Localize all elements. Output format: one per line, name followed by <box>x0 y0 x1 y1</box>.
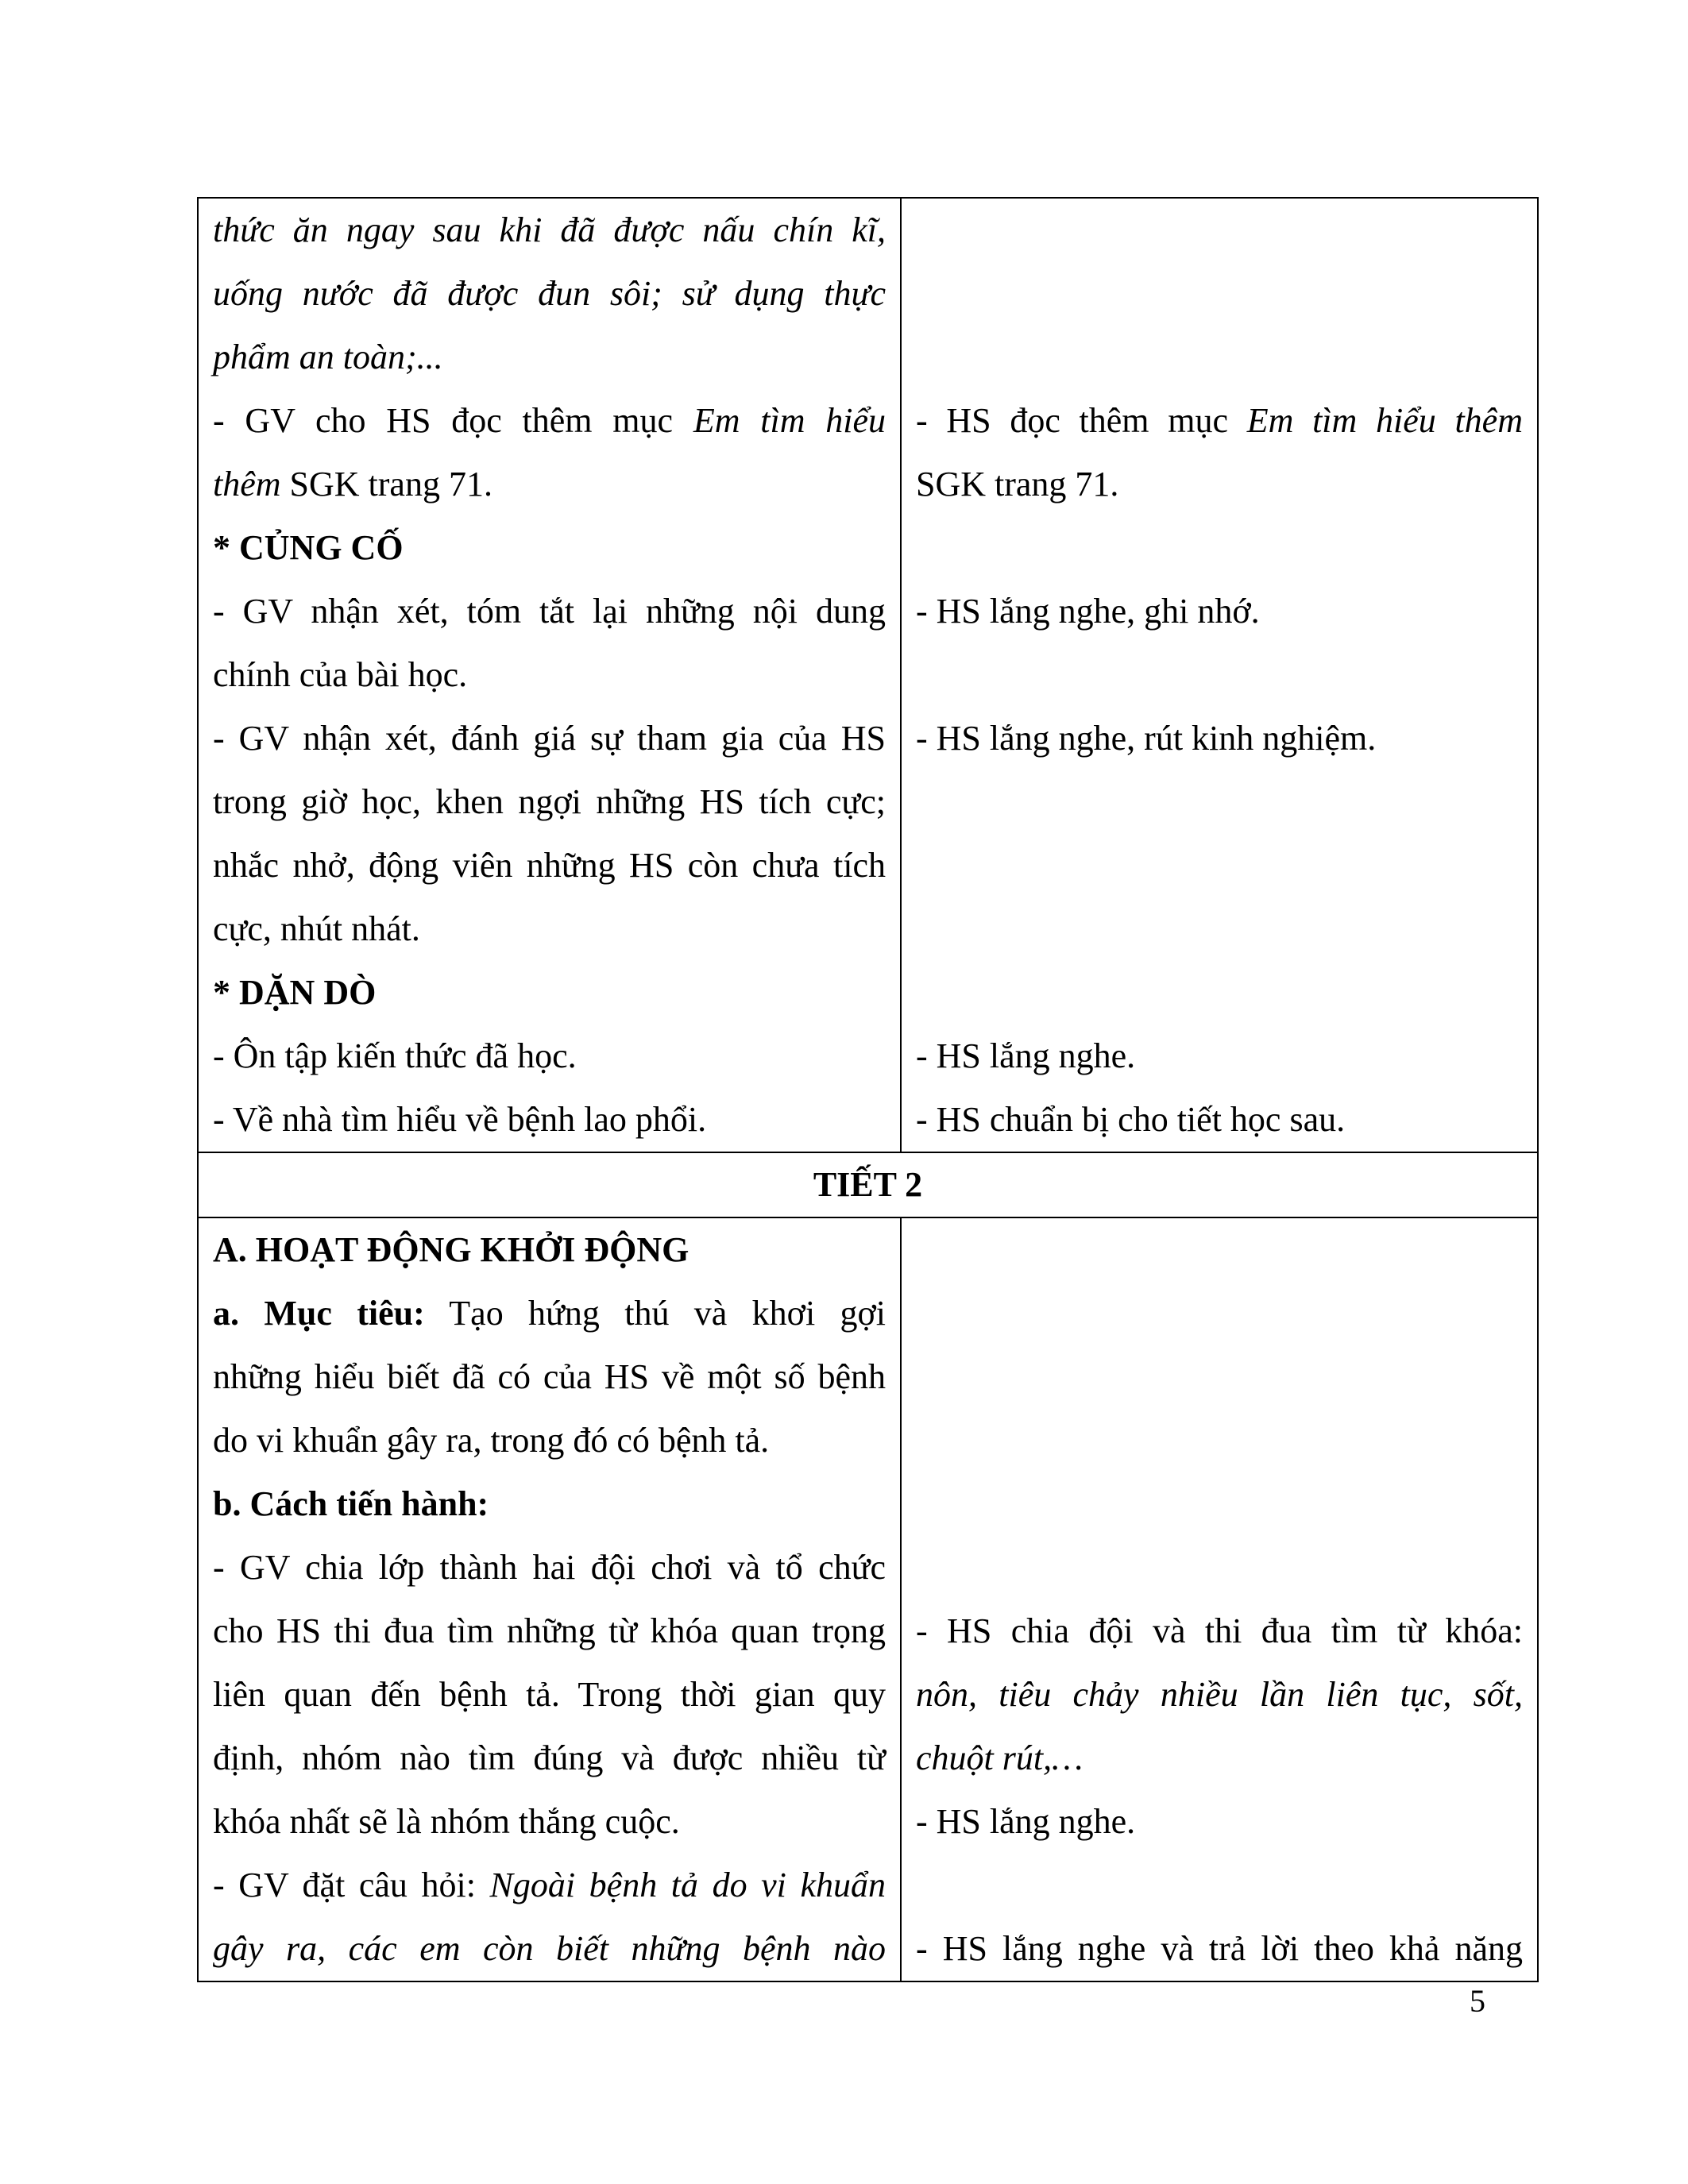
text-line: nhắc nhở, động viên những HS còn chưa tích <box>213 846 886 885</box>
text-line: - Ôn tập kiến thức đã học. <box>213 1036 577 1075</box>
text-line: thêm SGK trang 71. <box>213 465 492 504</box>
section-heading: * DẶN DÒ <box>213 973 377 1012</box>
text-line: thức ăn ngay sau khi đã được nấu chín kĩ, <box>213 210 886 249</box>
text-line: a. Mục tiêu: Tạo hứng thú và khơi gợi <box>213 1294 886 1333</box>
student-activity-cell <box>901 1217 1538 1981</box>
text-line: định, nhóm nào tìm đúng và được nhiều từ <box>213 1738 886 1777</box>
text-line: - Về nhà tìm hiểu về bệnh lao phổi. <box>213 1100 707 1139</box>
lesson-plan-table <box>197 197 1539 1982</box>
text-line: những hiểu biết đã có của HS về một số bệnh <box>213 1357 886 1396</box>
teacher-activity-cell <box>198 198 901 1152</box>
text-line: - HS đọc thêm mục Em tìm hiểu thêm <box>916 401 1523 440</box>
section-heading: * CỦNG CỐ <box>213 528 404 567</box>
text-line: - HS lắng nghe. <box>916 1802 1136 1841</box>
text-line: gây ra, các em còn biết những bệnh nào <box>213 1929 886 1968</box>
text-line: chuột rút,… <box>916 1738 1083 1777</box>
text-line: - HS lắng nghe và trả lời theo khả năng <box>916 1929 1523 1968</box>
teacher-activity-cell <box>198 1217 901 1981</box>
text-line: trong giờ học, khen ngợi những HS tích cực; <box>213 782 886 821</box>
text-line: do vi khuẩn gây ra, trong đó có bệnh tả. <box>213 1421 770 1460</box>
table-row <box>198 198 1538 1152</box>
text-line: chính của bài học. <box>213 655 468 694</box>
table-row <box>198 1152 1538 1217</box>
text-line: uống nước đã được đun sôi; sử dụng thực <box>213 274 886 313</box>
text-line: - HS lắng nghe. <box>916 1036 1136 1075</box>
text-line: - GV cho HS đọc thêm mục Em tìm hiểu <box>213 401 886 440</box>
text-line: cho HS thi đua tìm những từ khóa quan trọng <box>213 1611 886 1650</box>
text-line: SGK trang 71. <box>916 465 1119 504</box>
lesson-section-title: TIẾT 2 <box>198 1152 1538 1217</box>
text-line: liên quan đến bệnh tả. Trong thời gian quy <box>213 1675 886 1714</box>
text-line: nôn, tiêu chảy nhiều lần liên tục, sốt, <box>916 1675 1523 1714</box>
text-line: - GV chia lớp thành hai đội chơi và tổ chức <box>213 1548 886 1587</box>
text-line: - GV nhận xét, đánh giá sự tham gia của HS <box>213 719 886 758</box>
text-line: khóa nhất sẽ là nhóm thắng cuộc. <box>213 1802 680 1841</box>
page-number: 5 <box>1470 1983 1485 2019</box>
text-line: - GV nhận xét, tóm tắt lại những nội dung <box>213 592 886 631</box>
text-line: phẩm an toàn;... <box>213 338 443 376</box>
student-activity-cell <box>901 198 1538 1152</box>
text-line: - HS lắng nghe, rút kinh nghiệm. <box>916 719 1377 758</box>
text-line: - HS chuẩn bị cho tiết học sau. <box>916 1100 1346 1139</box>
section-heading: A. HOẠT ĐỘNG KHỞI ĐỘNG <box>213 1230 689 1269</box>
document-page <box>197 197 1537 1982</box>
text-line: - HS chia đội và thi đua tìm từ khóa: <box>916 1611 1523 1650</box>
text-line: cực, nhút nhát. <box>213 909 420 948</box>
section-heading: b. Cách tiến hành: <box>213 1484 489 1523</box>
text-line: - HS lắng nghe, ghi nhớ. <box>916 592 1260 631</box>
table-row <box>198 1217 1538 1981</box>
text-line: - GV đặt câu hỏi: Ngoài bệnh tả do vi khuẩn <box>213 1866 886 1904</box>
